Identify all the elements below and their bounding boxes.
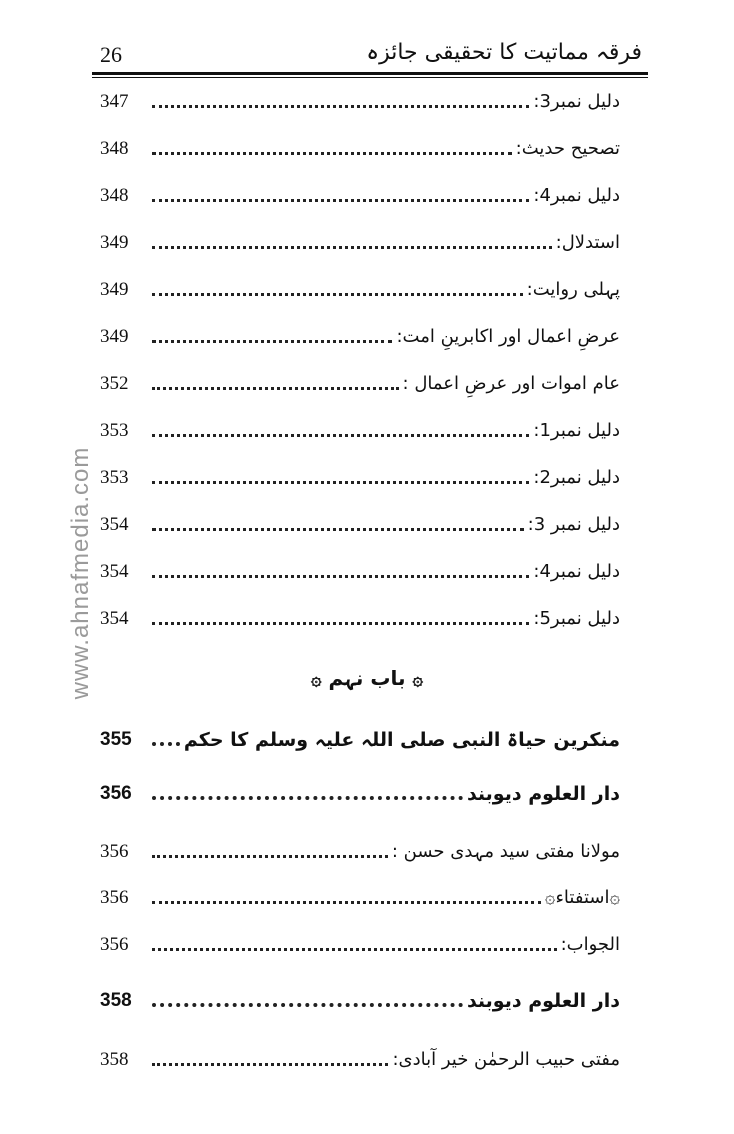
ornament-icon: ۞ — [412, 669, 424, 690]
leader-dots — [152, 622, 529, 625]
toc-entry — [100, 178, 620, 208]
page-header — [92, 40, 648, 70]
toc-entry — [100, 834, 620, 864]
leader-dots — [152, 387, 399, 390]
leader-dots — [152, 1003, 463, 1007]
leader-dots — [152, 855, 388, 858]
toc-entry — [100, 460, 620, 490]
header-rule — [92, 72, 648, 75]
running-title: فرقہ مماتیت کا تحقیقی جائزہ — [366, 40, 642, 65]
toc-page: 354 — [100, 561, 129, 582]
leader-dots — [152, 742, 180, 746]
toc-label: تصحیح حدیث: — [515, 138, 620, 159]
leader-dots — [152, 796, 463, 800]
leader-dots — [152, 152, 512, 155]
leader-dots — [152, 901, 541, 904]
toc-page: 353 — [100, 420, 129, 441]
toc-entry-major — [100, 722, 620, 752]
toc-label: مولانا مفتی سید مہدی حسن : — [391, 841, 620, 862]
toc-entry-major — [100, 776, 620, 806]
toc-label: دلیل نمبر2: — [533, 467, 620, 488]
toc-label: دار العلوم دیوبند — [466, 990, 620, 1012]
toc-label: استدلال: — [555, 232, 620, 253]
leader-dots — [152, 340, 392, 343]
leader-dots — [152, 293, 523, 296]
toc-page: 358 — [100, 1049, 129, 1070]
toc-label: پہلی روایت: — [526, 279, 620, 300]
toc-entry — [100, 319, 620, 349]
leader-dots — [152, 481, 529, 484]
toc-page: 356 — [100, 841, 129, 862]
toc-entry — [100, 1042, 620, 1072]
toc-page: 356 — [100, 887, 129, 908]
toc-page: 354 — [100, 514, 129, 535]
toc-label: دلیل نمبر4: — [533, 561, 620, 582]
toc-page: 356 — [100, 934, 129, 955]
toc-label: دلیل نمبر5: — [533, 608, 620, 629]
leader-dots — [152, 105, 529, 108]
toc-entry — [100, 554, 620, 584]
toc-label: الجواب: — [560, 934, 620, 955]
toc-entry — [100, 880, 620, 910]
toc-label: ۞استفتاء۞ — [544, 887, 620, 908]
leader-dots — [152, 528, 524, 531]
toc-entry — [100, 601, 620, 631]
toc-entry — [100, 225, 620, 255]
toc-entry — [100, 131, 620, 161]
toc-label: مفتی حبیب الرحمٰن خیر آبادی: — [392, 1049, 620, 1070]
toc-entry-major — [100, 983, 620, 1013]
toc-page: 349 — [100, 326, 129, 347]
header-rule-thin — [92, 77, 648, 78]
leader-dots — [152, 246, 552, 249]
toc-entry — [100, 507, 620, 537]
watermark: www.ahnafmedia.com — [67, 446, 94, 700]
toc-page: 353 — [100, 467, 129, 488]
toc-label: دلیل نمبر4: — [533, 185, 620, 206]
leader-dots — [152, 1063, 388, 1066]
leader-dots — [152, 434, 529, 437]
toc-label: عرضِ اعمال اور اکابرینِ امت: — [396, 326, 620, 347]
ornament-icon: ۞ — [310, 669, 322, 690]
toc-label: دلیل نمبر1: — [533, 420, 620, 441]
toc-entry — [100, 272, 620, 302]
toc-entry — [100, 927, 620, 957]
leader-dots — [152, 199, 529, 202]
toc-page: 354 — [100, 608, 129, 629]
toc-page: 352 — [100, 373, 129, 394]
toc-entry — [100, 413, 620, 443]
toc-page: 349 — [100, 232, 129, 253]
toc-label: دلیل نمبر 3: — [527, 514, 620, 535]
toc-label: منکرین حیاۃ النبی صلی اللہ علیہ وسلم کا حکم — [183, 729, 620, 751]
toc-page: 348 — [100, 185, 129, 206]
toc-label: عام اموات اور عرضِ اعمال : — [402, 373, 620, 394]
toc-page: 358 — [100, 990, 132, 1011]
toc-label: دلیل نمبر3: — [533, 91, 620, 112]
toc-page: 348 — [100, 138, 129, 159]
toc-page: 347 — [100, 91, 129, 112]
chapter-heading — [0, 666, 734, 690]
toc-label: دار العلوم دیوبند — [466, 783, 620, 805]
leader-dots — [152, 948, 557, 951]
toc-entry — [100, 366, 620, 396]
toc-page: 355 — [100, 729, 132, 750]
page-number: 26 — [100, 42, 122, 67]
leader-dots — [152, 575, 529, 578]
chapter-title: باب نہم — [328, 666, 406, 690]
toc-entry — [100, 84, 620, 114]
toc-page: 356 — [100, 783, 132, 804]
toc-page: 349 — [100, 279, 129, 300]
